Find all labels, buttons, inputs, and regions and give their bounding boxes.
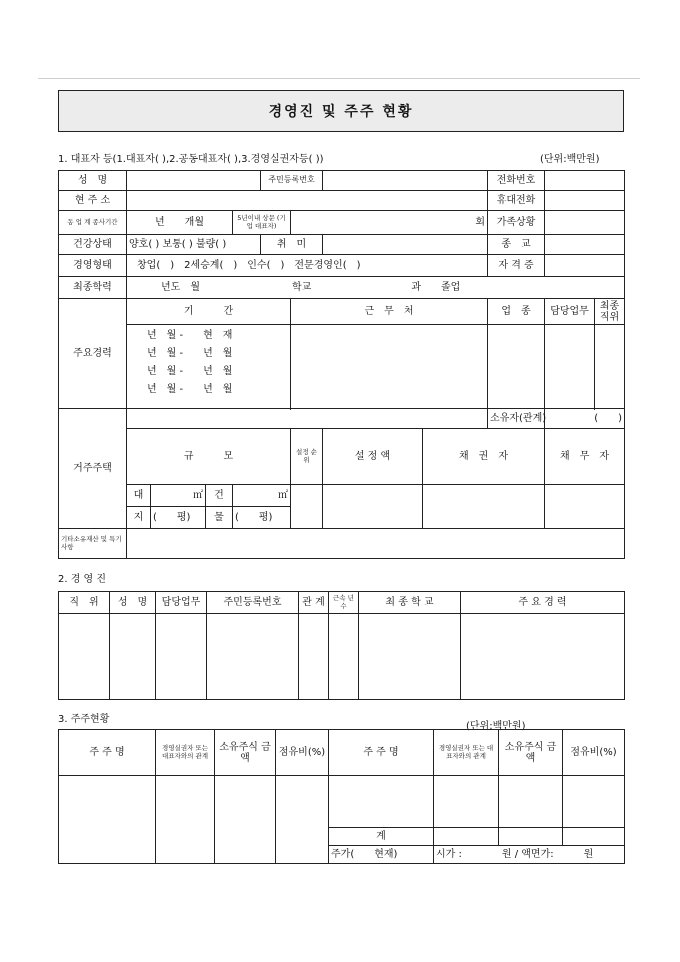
hobby-label: 취 미 [261, 235, 323, 255]
career-row: 년 월 - 년 월 [147, 348, 233, 359]
residence-label: 거주주택 [59, 409, 127, 529]
hobby-field[interactable] [323, 235, 488, 255]
workplace-label: 근 무 처 [291, 299, 488, 325]
within5-label: 5년이내 상문 (기업 대표자) [233, 211, 291, 235]
mgmt-type-options[interactable]: 창업( ) 2세승계( ) 인수( ) 전문경영인( ) [127, 255, 488, 277]
religion-label: 종 교 [488, 235, 545, 255]
priority-field[interactable] [291, 485, 323, 529]
market-price-field[interactable]: 시가 : 원 / 액면가: 원 [434, 846, 625, 864]
total-label: 계 [329, 828, 434, 846]
resident-no-field[interactable] [323, 171, 488, 191]
total-amount[interactable] [499, 828, 563, 846]
address-label: 현 주 소 [59, 191, 127, 211]
career-row: 년 월 - 년 월 [147, 384, 233, 395]
duty-label: 담당업무 [545, 299, 595, 325]
building-pyeong-pre: 물 [206, 507, 233, 529]
col-amount-2: 소유주식 금 액 [499, 730, 563, 776]
creditor-field[interactable] [423, 485, 545, 529]
debtor-label: 채 무 자 [545, 429, 625, 485]
land-pyeong-pre: 지 [127, 507, 151, 529]
stock-price-label: 주가( 현재) [329, 846, 434, 864]
school-field[interactable] [359, 614, 461, 700]
mgmt-type-label: 경영형태 [59, 255, 127, 277]
relation-field[interactable] [299, 614, 329, 700]
education-label: 최종학력 [59, 277, 127, 299]
edu-year: 년도 월 [161, 282, 200, 293]
business-label: 업 종 [488, 299, 545, 325]
section3-heading: 3. 주주현황 [58, 714, 110, 725]
career-row: 년 월 - 년 월 [147, 366, 233, 377]
religion-field[interactable] [545, 235, 625, 255]
cert-label: 자 격 증 [488, 255, 545, 277]
resident-no-field[interactable] [207, 614, 299, 700]
shareholder-name-field-2[interactable] [329, 776, 434, 828]
health-label: 건강상태 [59, 235, 127, 255]
other-field[interactable] [127, 529, 625, 559]
col-position: 직 위 [59, 592, 110, 614]
ratio-field[interactable] [276, 776, 329, 864]
family-field[interactable] [545, 211, 625, 235]
name-field[interactable] [110, 614, 156, 700]
land-area[interactable]: ㎡ [151, 485, 206, 507]
col-ratio: 점유비(%) [276, 730, 329, 776]
col-shareholder-name: 주 주 명 [59, 730, 156, 776]
setting-amount-label: 설 정 액 [323, 429, 423, 485]
career-row: 년 월 - 현 재 [147, 330, 233, 341]
duty-field[interactable] [156, 614, 207, 700]
edu-school: 학교 [291, 282, 312, 293]
col-amount: 소유주식 금 액 [215, 730, 276, 776]
other-label: 기타소유재산 및 특기사항 [59, 529, 127, 559]
section1-unit: (단위:백만원) [540, 154, 600, 165]
col-relation: 경영실권자 또는 대표자와의 관계 [156, 730, 215, 776]
representative-table [58, 170, 625, 559]
relation-field-2[interactable] [434, 776, 499, 828]
career-field[interactable] [461, 614, 625, 700]
section1-heading: 1. 대표자 등(1.대표자( ),2.공동대표자( ),3.경영실권자등( )) [58, 154, 324, 165]
shareholder-table [58, 729, 625, 864]
phone-field[interactable] [545, 171, 625, 191]
industry-years-label: 동 업 계 종사기간 [59, 211, 127, 235]
amount-field[interactable] [215, 776, 276, 864]
tenure-field[interactable] [329, 614, 359, 700]
col-relation-2: 경영실권자 또는 대표자와의 관계 [434, 730, 499, 776]
section2-heading: 2. 경 영 진 [58, 574, 107, 585]
education-field[interactable] [127, 277, 625, 299]
setting-amount-field[interactable] [323, 485, 423, 529]
top-divider [38, 78, 640, 79]
building-area[interactable]: ㎡ [233, 485, 291, 507]
name-field[interactable] [127, 171, 261, 191]
amount-field-2[interactable] [499, 776, 563, 828]
building-label: 건 [206, 485, 233, 507]
scale-label: 규 모 [127, 429, 291, 485]
page-title: 경영진 및 주주 현황 [268, 104, 414, 120]
career-label: 주요경력 [59, 299, 127, 409]
edu-major: 과 [411, 282, 421, 293]
business-field[interactable] [488, 325, 545, 409]
total-relation[interactable] [434, 828, 499, 846]
phone-label: 전화번호 [488, 171, 545, 191]
col-duty: 담당업무 [156, 592, 207, 614]
edu-grad: 졸업 [440, 282, 461, 293]
family-label: 가족상황 [488, 211, 545, 235]
final-pos-field[interactable] [595, 325, 625, 409]
relation-field[interactable] [156, 776, 215, 864]
management-table [58, 591, 625, 700]
career-periods[interactable] [127, 325, 291, 409]
creditor-label: 채 권 자 [423, 429, 545, 485]
address-field[interactable] [127, 191, 488, 211]
owner-field[interactable]: ( ) [545, 409, 625, 429]
residence-blank[interactable] [127, 409, 488, 429]
duty-field[interactable] [545, 325, 595, 409]
building-pyeong[interactable]: ( 평) [233, 507, 291, 529]
col-school: 최 종 학 교 [359, 592, 461, 614]
owner-label: 소유자(관계) [488, 409, 545, 429]
health-options[interactable]: 양호( ) 보통( ) 불량( ) [127, 235, 261, 255]
col-name: 성 명 [110, 592, 156, 614]
col-resident-no: 주민등록번호 [207, 592, 299, 614]
ratio-field-2[interactable] [563, 776, 625, 828]
debtor-field[interactable] [545, 485, 625, 529]
cert-field[interactable] [545, 255, 625, 277]
total-ratio[interactable] [563, 828, 625, 846]
within5-field[interactable]: 회 [291, 211, 488, 235]
workplace-field[interactable] [291, 325, 488, 409]
shareholder-name-field[interactable] [59, 776, 156, 864]
title-box [58, 90, 624, 132]
resident-no-label: 주민등록번호 [261, 171, 323, 191]
period-label: 기 간 [127, 299, 291, 325]
col-tenure: 근속 년수 [329, 592, 359, 614]
col-career: 주 요 경 력 [461, 592, 625, 614]
priority-label: 설정 순위 [291, 429, 323, 485]
name-label: 성 명 [59, 171, 127, 191]
mobile-field[interactable] [545, 191, 625, 211]
land-pyeong[interactable]: ( 평) [151, 507, 206, 529]
position-field[interactable] [59, 614, 110, 700]
industry-years-field[interactable]: 년 개월 [127, 211, 233, 235]
col-relation: 관 계 [299, 592, 329, 614]
col-ratio-2: 점유비(%) [563, 730, 625, 776]
section3-unit: (단위:백만원) [466, 721, 526, 732]
mobile-label: 휴대전화 [488, 191, 545, 211]
land-label: 대 [127, 485, 151, 507]
final-pos-label: 최종 직위 [595, 299, 625, 325]
col-shareholder-name-2: 주 주 명 [329, 730, 434, 776]
